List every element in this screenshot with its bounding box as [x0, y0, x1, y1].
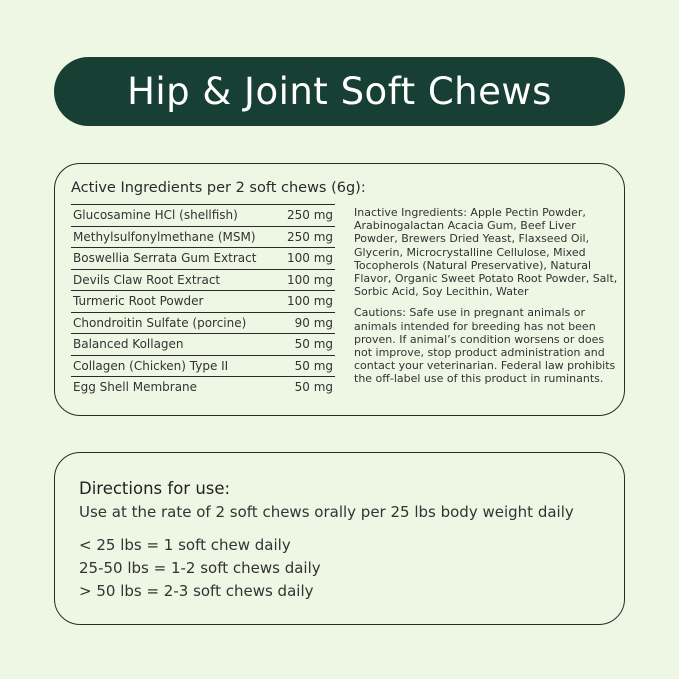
directions-panel — [54, 452, 625, 625]
inactive-label: Inactive Ingredients: — [354, 206, 467, 219]
ingredient-amount: 50 mg — [279, 355, 335, 377]
inactive-text: Apple Pectin Powder, Arabinogalactan Acacia Gum, Beef Liver Powder, Brewers Dried Yeast, Flaxseed Oil, Glycerin, Microcrystalline Cellulose, Mixed Tocopherols (Natural Preservative), Natural Flavor, Organic Sweet Potato Root Powder, Salt, Sorbic Acid, Soy Lecithin, Water — [354, 206, 618, 299]
ingredient-name: Egg Shell Membrane — [71, 377, 279, 398]
directions-text: Use at the rate of 2 soft chews orally per 25 lbs body weight daily — [79, 503, 574, 521]
ingredient-row — [71, 291, 335, 313]
ingredient-name: Turmeric Root Powder — [71, 291, 279, 313]
ingredients-panel — [54, 163, 625, 416]
cautions-text: Safe use in pregnant animals or animals intended for breeding has not been proven. If animal’s condition worsens or does not improve, stop product administration and contact your veterinarian. Federal law prohibits the off-label use of this product in ruminants. — [354, 306, 616, 386]
ingredient-row — [71, 334, 335, 356]
ingredient-name: Boswellia Serrata Gum Extract — [71, 248, 279, 270]
ingredient-name: Balanced Kollagen — [71, 334, 279, 356]
directions-heading: Directions for use: — [79, 479, 231, 498]
ingredient-row — [71, 269, 335, 291]
ingredient-amount: 100 mg — [279, 269, 335, 291]
ingredient-name: Collagen (Chicken) Type II — [71, 355, 279, 377]
dose-item: > 50 lbs = 2-3 soft chews daily — [79, 582, 314, 600]
ingredient-amount: 50 mg — [279, 334, 335, 356]
page-title: Hip & Joint Soft Chews — [127, 70, 552, 113]
ingredient-row — [71, 377, 335, 398]
title-banner — [54, 57, 625, 126]
dose-item: < 25 lbs = 1 soft chew daily — [79, 536, 291, 554]
ingredient-amount: 50 mg — [279, 377, 335, 398]
active-ingredients-heading: Active Ingredients per 2 soft chews (6g): — [71, 180, 366, 196]
cautions-label: Cautions: — [354, 306, 406, 320]
ingredient-row — [71, 312, 335, 334]
active-ingredients-table — [71, 204, 335, 398]
ingredient-name: Glucosamine HCl (shellfish) — [71, 205, 279, 227]
inactive-ingredients — [354, 206, 622, 298]
cautions — [354, 306, 622, 385]
ingredient-name: Devils Claw Root Extract — [71, 269, 279, 291]
ingredient-amount: 100 mg — [279, 248, 335, 270]
ingredient-row — [71, 355, 335, 377]
dose-item: 25-50 lbs = 1-2 soft chews daily — [79, 559, 321, 577]
ingredient-amount: 250 mg — [279, 205, 335, 227]
ingredient-row — [71, 226, 335, 248]
ingredient-name: Methylsulfonylmethane (MSM) — [71, 226, 279, 248]
ingredient-row — [71, 205, 335, 227]
ingredient-amount: 90 mg — [279, 312, 335, 334]
ingredient-amount: 250 mg — [279, 226, 335, 248]
ingredient-amount: 100 mg — [279, 291, 335, 313]
ingredient-row — [71, 248, 335, 270]
inactive-and-cautions — [354, 206, 622, 394]
ingredient-name: Chondroitin Sulfate (porcine) — [71, 312, 279, 334]
dose-list — [79, 534, 321, 603]
